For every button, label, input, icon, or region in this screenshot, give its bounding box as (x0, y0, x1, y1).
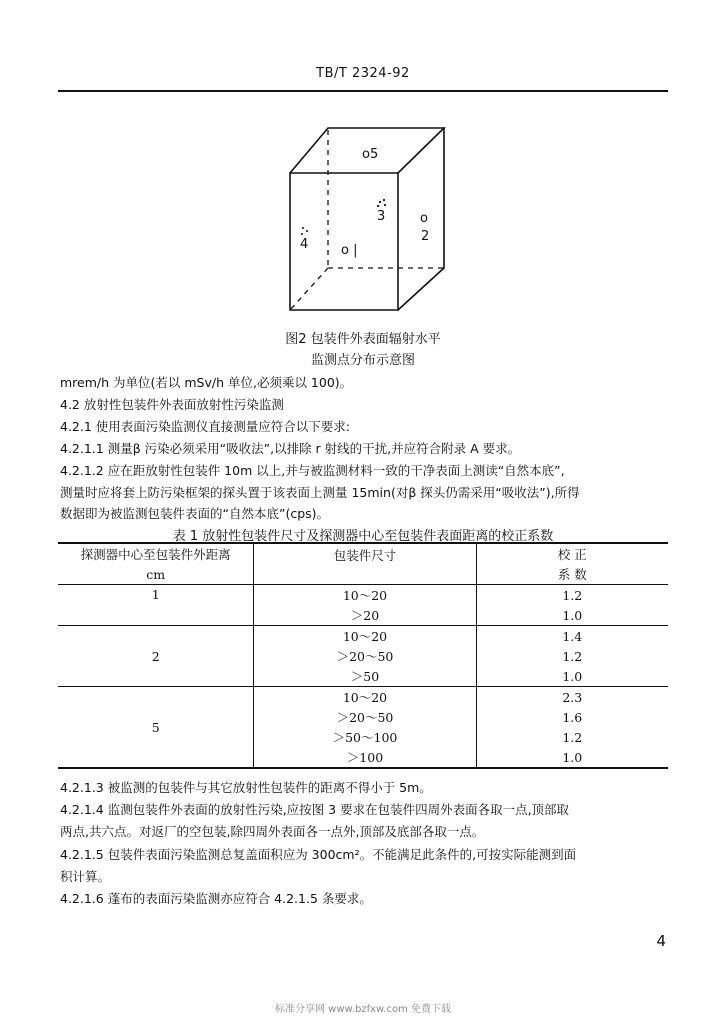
factor-cell: 1.4 (562, 628, 583, 644)
body-line: 4.2.1.6 蓬布的表面污染监测亦应符合 4.2.1.5 条要求。 (60, 891, 372, 906)
size-cell: ＞20～50 (254, 707, 476, 727)
point-3-dot (379, 201, 381, 203)
body-line: 测量时应将套上防污染框架的探头置于该表面上测量 15min(对β 探头仍需采用“吸收法”),所得 (60, 485, 580, 500)
size-cell: 10～20 (254, 687, 476, 708)
size-cell: ＞50～100 (254, 727, 476, 747)
factor-cell: 1.0 (476, 605, 668, 626)
factor-cell: 1.0 (476, 747, 668, 768)
body-line: 4.2.1 使用表面污染监测仪直接测量应符合以下要求: (60, 419, 350, 434)
point-4-label: 4 (300, 237, 309, 252)
correction-factor-table (58, 542, 668, 769)
section-heading: 4.2 放射性包装件外表面放射性污染监测 (60, 397, 284, 412)
col-header-factor: 校 正 (476, 543, 668, 564)
factor-cell: 2.3 (562, 689, 583, 705)
size-cell: 10～20 (254, 626, 476, 647)
cube-diagram (280, 118, 450, 318)
point-5-label: o5 (362, 147, 379, 162)
col-header-factor-line2: 系 数 (476, 564, 668, 585)
size-cell: ＞50 (254, 666, 476, 687)
header-rule (58, 90, 668, 92)
standard-code-header: TB/T 2324-92 (316, 66, 410, 81)
point-4-dot (301, 233, 303, 235)
factor-cell: 1.2 (562, 648, 583, 664)
size-cell: ＞20 (254, 605, 476, 626)
size-cell: 10～20 (254, 585, 476, 606)
point-4-dot (306, 230, 308, 232)
col-header-distance-unit: cm (58, 564, 254, 585)
body-line: 数据即为被监测包装件表面的“自然本底”(cps)。 (60, 506, 330, 521)
point-3-dot (377, 205, 379, 207)
factor-cell: 1.0 (476, 666, 668, 687)
body-line: 4.2.1.5 包装件表面污染监测总复盖面积应为 300cm²。不能满足此条件的,可按实际能测到面 (60, 847, 577, 862)
point-3-label: 3 (377, 209, 386, 224)
cube-hidden-edge-diagonal (290, 268, 328, 310)
distance-cell: 5 (58, 687, 254, 769)
distance-cell: 2 (58, 626, 254, 687)
body-line: 4.2.1.4 监测包装件外表面的放射性污染,应按图 3 要求在包装件四周外表面各取一点,顶部取 (60, 802, 570, 817)
body-line: 4.2.1.1 测量β 污染必须采用“吸收法”,以排除 r 射线的干扰,并应符合附录 A 要求。 (60, 441, 521, 456)
point-1-label: o | (341, 243, 358, 258)
figure-caption-line2: 监测点分布示意图 (310, 353, 415, 368)
size-cell: ＞100 (254, 747, 476, 768)
factor-cell: 1.2 (562, 729, 583, 745)
page-number: 4 (656, 932, 666, 950)
body-line: 积计算。 (60, 869, 111, 884)
figure-caption-line1: 图2 包装件外表面辐射水平 (285, 332, 441, 347)
point-2-circle: o (420, 211, 428, 226)
point-3-dot (384, 204, 386, 206)
col-header-distance: 探测器中心至包装件外距离 (58, 543, 254, 564)
footer-watermark: 标准分享网 www.bzfxw.com 免费下载 (275, 1004, 451, 1015)
col-header-size: 包装件尺寸 (254, 543, 476, 585)
factor-cell: 1.6 (562, 709, 583, 725)
body-line: 4.2.1.3 被监测的包装件与其它放射性包装件的距离不得小于 5m。 (60, 780, 432, 795)
distance-cell: 1 (58, 585, 254, 626)
point-3-dot (383, 199, 385, 201)
point-2-label: 2 (421, 229, 430, 244)
factor-cell: 1.2 (562, 587, 583, 603)
body-line: 4.2.1.2 应在距放射性包装件 10m 以上,并与被监测材料一致的干净表面上测读“自然本底”, (60, 463, 565, 478)
body-line: 两点,共六点。对返厂的空包装,除四周外表面各一点外,顶部及底部各取一点。 (60, 824, 485, 839)
point-4-dot (302, 227, 304, 229)
table-caption: 表 1 放射性包装件尺寸及探测器中心至包装件表面距离的校正系数 (172, 529, 554, 544)
body-line: mrem/h 为单位(若以 mSv/h 单位,必须乘以 100)。 (60, 375, 353, 390)
size-cell: ＞20～50 (254, 646, 476, 666)
